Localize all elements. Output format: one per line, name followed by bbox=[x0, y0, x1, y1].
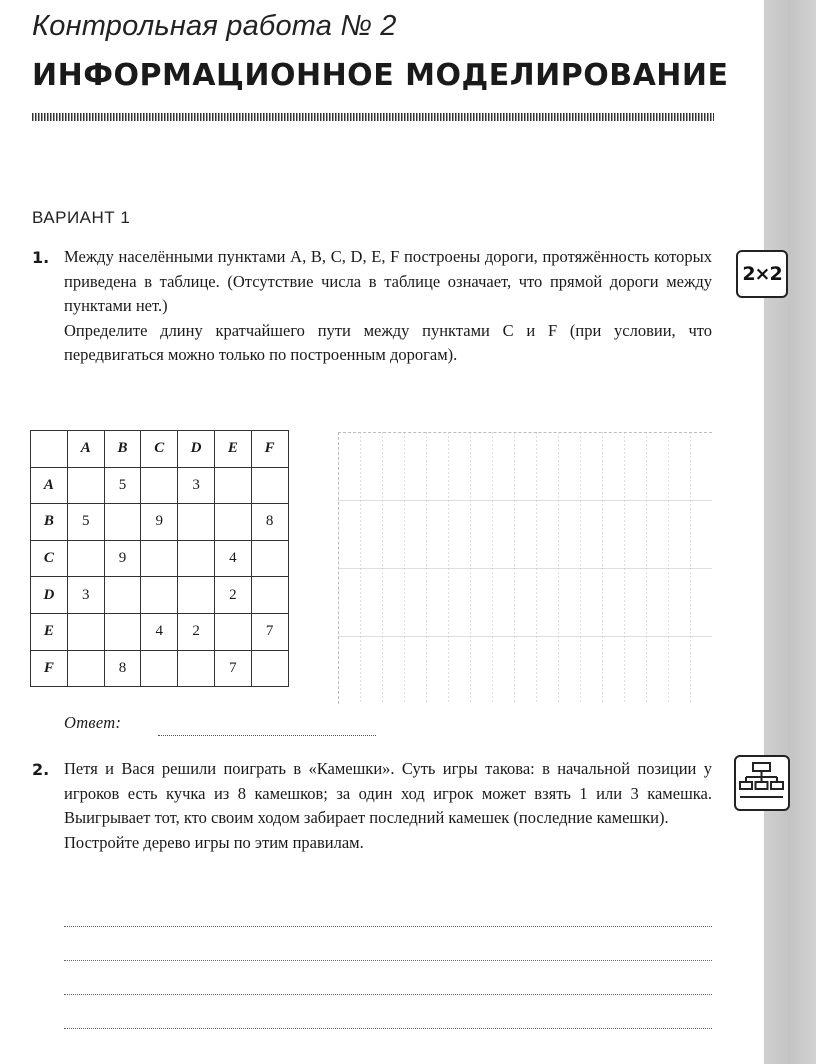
distance-cell: 8 bbox=[251, 504, 288, 541]
table-row bbox=[31, 467, 289, 504]
distance-cell bbox=[251, 467, 288, 504]
distance-cell bbox=[214, 504, 251, 541]
distance-cell bbox=[251, 650, 288, 687]
distance-cell bbox=[251, 540, 288, 577]
distance-cell bbox=[214, 467, 251, 504]
distance-cell bbox=[67, 540, 104, 577]
distance-cell: 5 bbox=[67, 504, 104, 541]
task2-number: 2. bbox=[32, 760, 50, 779]
distance-cell bbox=[67, 613, 104, 650]
tree-diagram-icon bbox=[734, 755, 790, 811]
distance-cell: 4 bbox=[214, 540, 251, 577]
task2-paragraph1: Петя и Вася решили поиграть в «Камешки». Суть игры такова: в начальной позиции у игроков есть кучка из 8 камешков; за один ход игрок может взять 1 или 3 камешка. Выигрывает тот, кто своим ходом забирает последний камешек (последние камешки). bbox=[64, 759, 712, 827]
row-header: A bbox=[31, 467, 68, 504]
distance-cell bbox=[178, 504, 215, 541]
row-header: E bbox=[31, 613, 68, 650]
table-row bbox=[31, 504, 289, 541]
distance-cell: 7 bbox=[251, 613, 288, 650]
distance-cell bbox=[141, 577, 178, 614]
answer-line-2[interactable] bbox=[64, 960, 712, 961]
distance-cell: 2 bbox=[178, 613, 215, 650]
table-row bbox=[31, 650, 289, 687]
table-row bbox=[31, 577, 289, 614]
distance-table bbox=[30, 430, 289, 687]
table-row bbox=[31, 613, 289, 650]
distance-cell bbox=[178, 540, 215, 577]
distance-cell: 7 bbox=[214, 650, 251, 687]
tree-diagram-svg bbox=[736, 757, 787, 808]
distance-cell bbox=[178, 650, 215, 687]
column-header: C bbox=[141, 431, 178, 468]
page-title: ИНФОРМАЦИОННОЕ МОДЕЛИРОВАНИЕ bbox=[32, 58, 729, 93]
row-header: B bbox=[31, 504, 68, 541]
column-header: B bbox=[104, 431, 141, 468]
column-header: F bbox=[251, 431, 288, 468]
distance-cell bbox=[141, 650, 178, 687]
task1-number: 1. bbox=[32, 248, 50, 267]
column-header: E bbox=[214, 431, 251, 468]
distance-cell: 8 bbox=[104, 650, 141, 687]
row-header: D bbox=[31, 577, 68, 614]
answer-line-1[interactable] bbox=[64, 926, 712, 927]
distance-cell bbox=[141, 540, 178, 577]
answer-label: Ответ: bbox=[64, 713, 122, 732]
answer-line-4[interactable] bbox=[64, 1028, 712, 1029]
test-subtitle: Контрольная работа № 2 bbox=[32, 10, 397, 42]
table-header-row bbox=[31, 431, 289, 468]
distance-cell: 9 bbox=[104, 540, 141, 577]
scratch-grid[interactable] bbox=[338, 432, 712, 704]
distance-cell bbox=[104, 577, 141, 614]
distance-cell bbox=[141, 467, 178, 504]
distance-cell bbox=[104, 504, 141, 541]
task1-paragraph2: Определите длину кратчайшего пути между пунктами C и F (при условии, что передвигаться можно только по построенным дорогам). bbox=[64, 320, 712, 364]
distance-cell bbox=[214, 613, 251, 650]
task1-text bbox=[64, 245, 712, 368]
distance-cell: 9 bbox=[141, 504, 178, 541]
distance-cell bbox=[178, 577, 215, 614]
column-header: D bbox=[178, 431, 215, 468]
distance-cell: 4 bbox=[141, 613, 178, 650]
table-corner-cell bbox=[31, 431, 68, 468]
row-header: F bbox=[31, 650, 68, 687]
task2-paragraph2: Постройте дерево игры по этим правилам. bbox=[64, 832, 364, 852]
page-edge-strip bbox=[764, 0, 816, 1064]
distance-cell bbox=[67, 650, 104, 687]
distance-cell bbox=[67, 467, 104, 504]
distance-cell bbox=[104, 613, 141, 650]
distance-cell: 5 bbox=[104, 467, 141, 504]
table-row bbox=[31, 540, 289, 577]
distance-cell: 2 bbox=[214, 577, 251, 614]
variant-label: ВАРИАНТ 1 bbox=[32, 208, 131, 227]
distance-cell: 3 bbox=[178, 467, 215, 504]
task1-badge: 2×2 bbox=[736, 250, 788, 298]
task1-paragraph1: Между населёнными пунктами A, B, C, D, E, F построены дороги, протяжённость которых приведена в таблице. (Отсутствие числа в таблице означает, что прямой дороги между пунктами нет.) bbox=[64, 247, 712, 315]
title-divider bbox=[32, 113, 714, 121]
answer-field[interactable] bbox=[158, 735, 376, 736]
distance-cell bbox=[251, 577, 288, 614]
answer-line-3[interactable] bbox=[64, 994, 712, 995]
column-header: A bbox=[67, 431, 104, 468]
distance-cell: 3 bbox=[67, 577, 104, 614]
row-header: C bbox=[31, 540, 68, 577]
task2-text bbox=[64, 757, 712, 855]
